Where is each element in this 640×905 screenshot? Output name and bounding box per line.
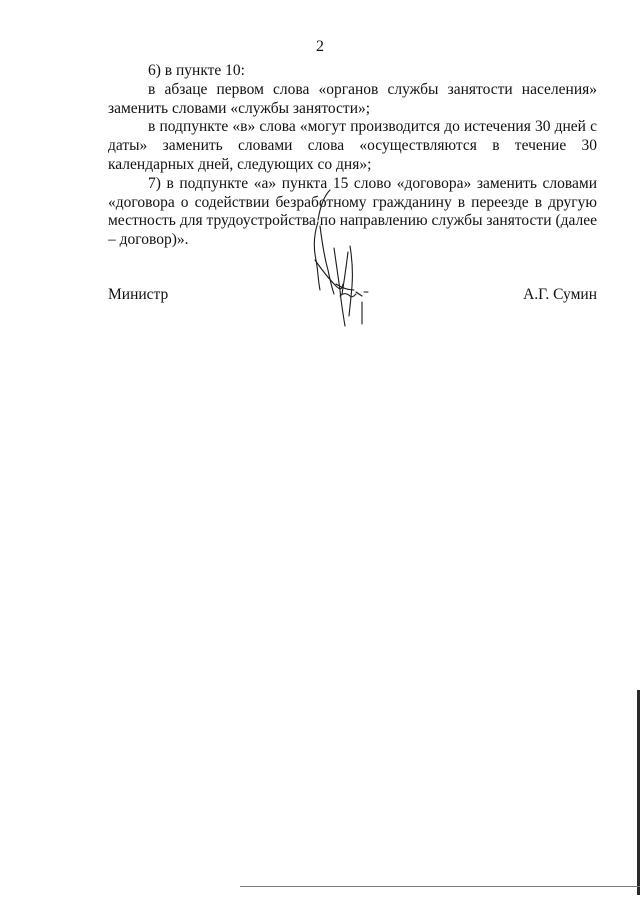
scan-edge-bottom <box>240 886 640 887</box>
signatory-title: Министр <box>108 286 169 303</box>
signatory-name: А.Г. Сумин <box>523 286 597 303</box>
handwritten-signature <box>296 186 386 336</box>
paragraph-item-6: 6) в пункте 10: <box>148 62 245 79</box>
paragraph-subitem-v: в подпункте «в» слова «могут производится до истечения 30 дней с даты» заменить словами слова «осуществляются в течение 30 календарных дней, следующих со дня»; <box>108 118 597 173</box>
paragraph-item-7: 7) в подпункте «а» пункта 15 слово «договора» заменить словами «договора о содействии безработному гражданину в переезде в другую местность для трудоустройства по направлению службы занятости (далее – договор)». <box>108 174 597 249</box>
page-number: 2 <box>316 38 324 55</box>
paragraph-first-subparagraph: в абзаце первом слова «органов службы занятости населения» заменить словами «службы занятости»; <box>108 80 597 117</box>
